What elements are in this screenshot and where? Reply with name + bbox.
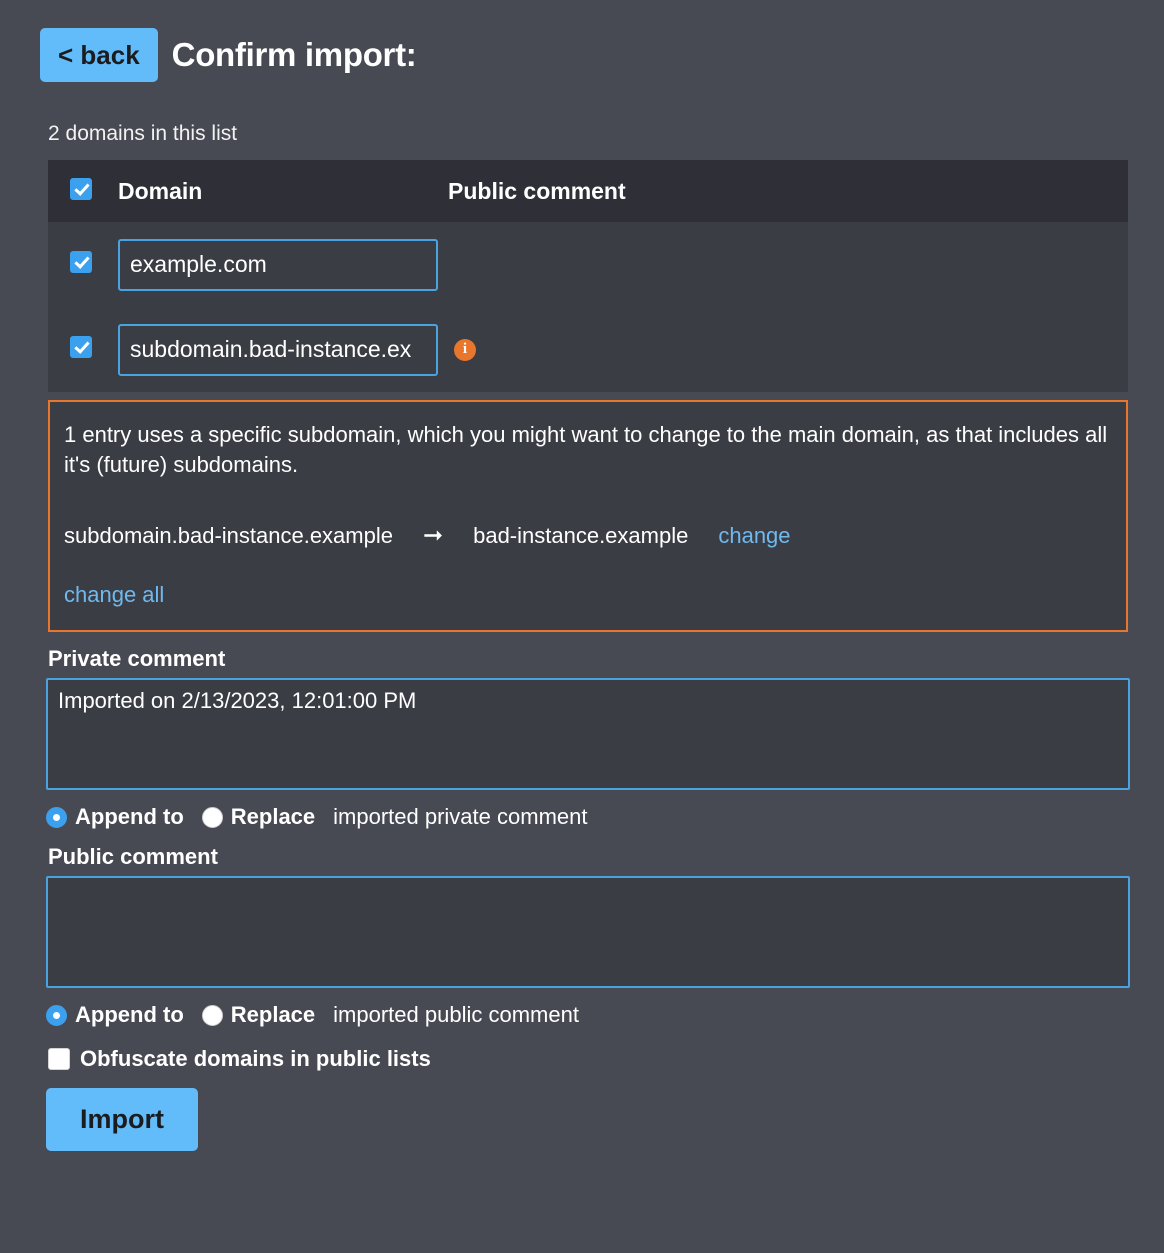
warning-message: 1 entry uses a specific subdomain, which you might want to change to the main domain, as that includes all it's (future) subdomains.: [64, 422, 1108, 477]
private-append-radio[interactable]: [46, 807, 67, 828]
row-checkbox[interactable]: [70, 336, 92, 358]
table-row: [48, 307, 1128, 392]
private-comment-textarea[interactable]: [46, 678, 1130, 790]
row-checkbox[interactable]: [70, 251, 92, 273]
public-comment-mode-group: [46, 1002, 1164, 1028]
public-replace-label: Replace: [230, 1002, 316, 1028]
row-select-cell: [70, 336, 118, 363]
info-icon[interactable]: i: [454, 339, 476, 361]
private-replace-label: Replace: [230, 804, 316, 830]
back-button[interactable]: < back: [40, 28, 158, 82]
arrow-right-icon: ➞: [422, 522, 444, 550]
obfuscate-label: Obfuscate domains in public lists: [80, 1046, 431, 1072]
obfuscate-row: [48, 1046, 1164, 1072]
change-link[interactable]: change: [718, 522, 791, 548]
import-button[interactable]: Import: [46, 1088, 198, 1151]
select-all-checkbox[interactable]: [70, 178, 92, 200]
domain-input[interactable]: [118, 324, 438, 376]
public-append-label: Append to: [75, 1002, 184, 1028]
subdomain-original: subdomain.bad-instance.example: [64, 522, 393, 548]
public-append-radio[interactable]: [46, 1005, 67, 1026]
domains-table: [48, 160, 1128, 392]
subdomain-warning-panel: [48, 400, 1128, 632]
domain-count-text: 2 domains in this list: [48, 122, 238, 145]
page-header: [0, 0, 1164, 82]
public-comment-textarea[interactable]: [46, 876, 1130, 988]
private-replace-radio[interactable]: [202, 807, 223, 828]
change-all-link[interactable]: change all: [64, 582, 165, 608]
subdomain-target: bad-instance.example: [473, 522, 689, 548]
obfuscate-checkbox[interactable]: [48, 1048, 70, 1070]
table-row: [48, 222, 1128, 307]
public-replace-radio[interactable]: [202, 1005, 223, 1026]
private-append-label: Append to: [75, 804, 184, 830]
public-comment-label: Public comment: [48, 844, 218, 870]
private-comment-label: Private comment: [48, 646, 226, 672]
public-mode-trailing-text: imported public comment: [333, 1002, 579, 1028]
private-comment-mode-group: [46, 804, 1164, 830]
private-mode-trailing-text: imported private comment: [333, 804, 588, 830]
domain-input[interactable]: [118, 239, 438, 291]
page-title: Confirm import:: [171, 36, 417, 73]
column-header-public-comment: Public comment: [448, 177, 626, 204]
column-header-domain: Domain: [118, 177, 203, 204]
select-all-cell: [70, 178, 118, 205]
row-select-cell: [70, 251, 118, 278]
table-header-row: [48, 160, 1128, 222]
subdomain-change-row: [64, 521, 1108, 550]
